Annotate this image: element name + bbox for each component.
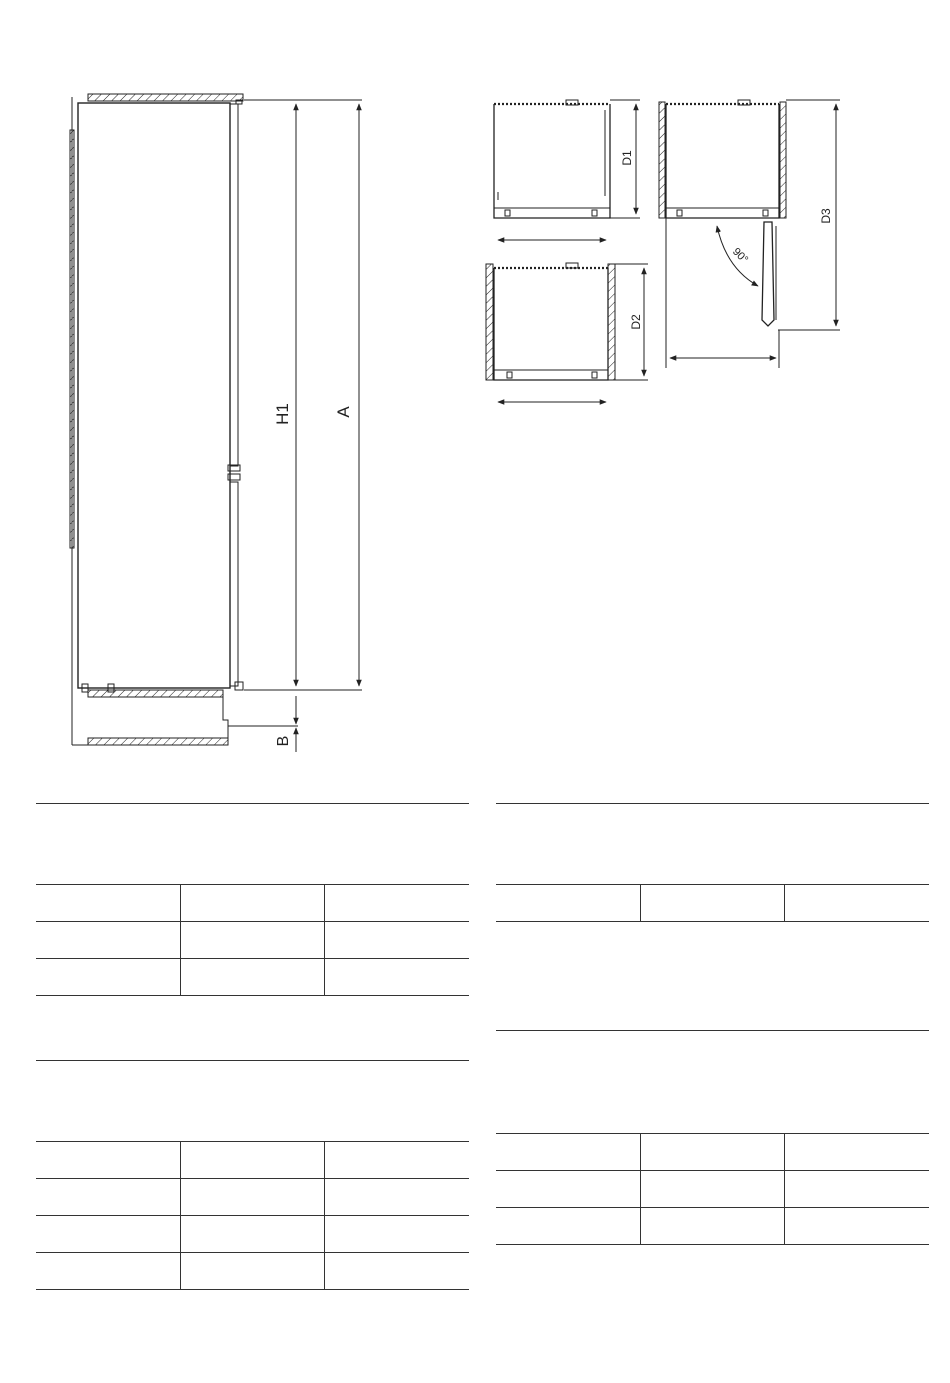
label-d3: D3 — [819, 208, 833, 224]
dimension-table — [36, 1141, 469, 1290]
table-header-cell — [325, 1142, 469, 1179]
table-right-2 — [496, 1030, 929, 1245]
label-h1: H1 — [273, 403, 292, 425]
table-header-cell — [36, 885, 180, 922]
label-b: B — [275, 735, 292, 747]
plan-view-d3-door-open — [659, 100, 840, 368]
label-a: A — [334, 406, 353, 418]
table-left-1 — [36, 803, 469, 996]
table-row — [36, 959, 469, 996]
table-header-cell — [785, 885, 929, 922]
table-header-cell — [785, 1134, 929, 1171]
table-header-cell — [496, 885, 640, 922]
table-row — [496, 1208, 929, 1245]
side-elevation-drawing — [70, 94, 362, 752]
table-header-cell — [496, 1134, 640, 1171]
table-header-cell — [325, 885, 469, 922]
table-header-cell — [180, 1142, 324, 1179]
table-header-cell — [640, 1134, 784, 1171]
table-header-cell — [640, 885, 784, 922]
table-header-cell — [36, 1142, 180, 1179]
label-90-degrees: 90° — [729, 245, 751, 267]
table-row — [36, 922, 469, 959]
table-row — [496, 1171, 929, 1208]
label-d2: D2 — [629, 314, 643, 330]
dimension-table — [496, 1133, 929, 1245]
plan-view-d2 — [486, 263, 648, 402]
dimension-table — [496, 884, 929, 922]
table-header-cell — [180, 885, 324, 922]
table-row — [36, 1216, 469, 1253]
table-right-1 — [496, 803, 929, 922]
plan-view-d1 — [494, 100, 640, 240]
table-row — [36, 1179, 469, 1216]
table-left-2 — [36, 1060, 469, 1290]
label-d1: D1 — [620, 150, 634, 166]
table-row — [36, 1253, 469, 1290]
dimension-table — [36, 884, 469, 996]
